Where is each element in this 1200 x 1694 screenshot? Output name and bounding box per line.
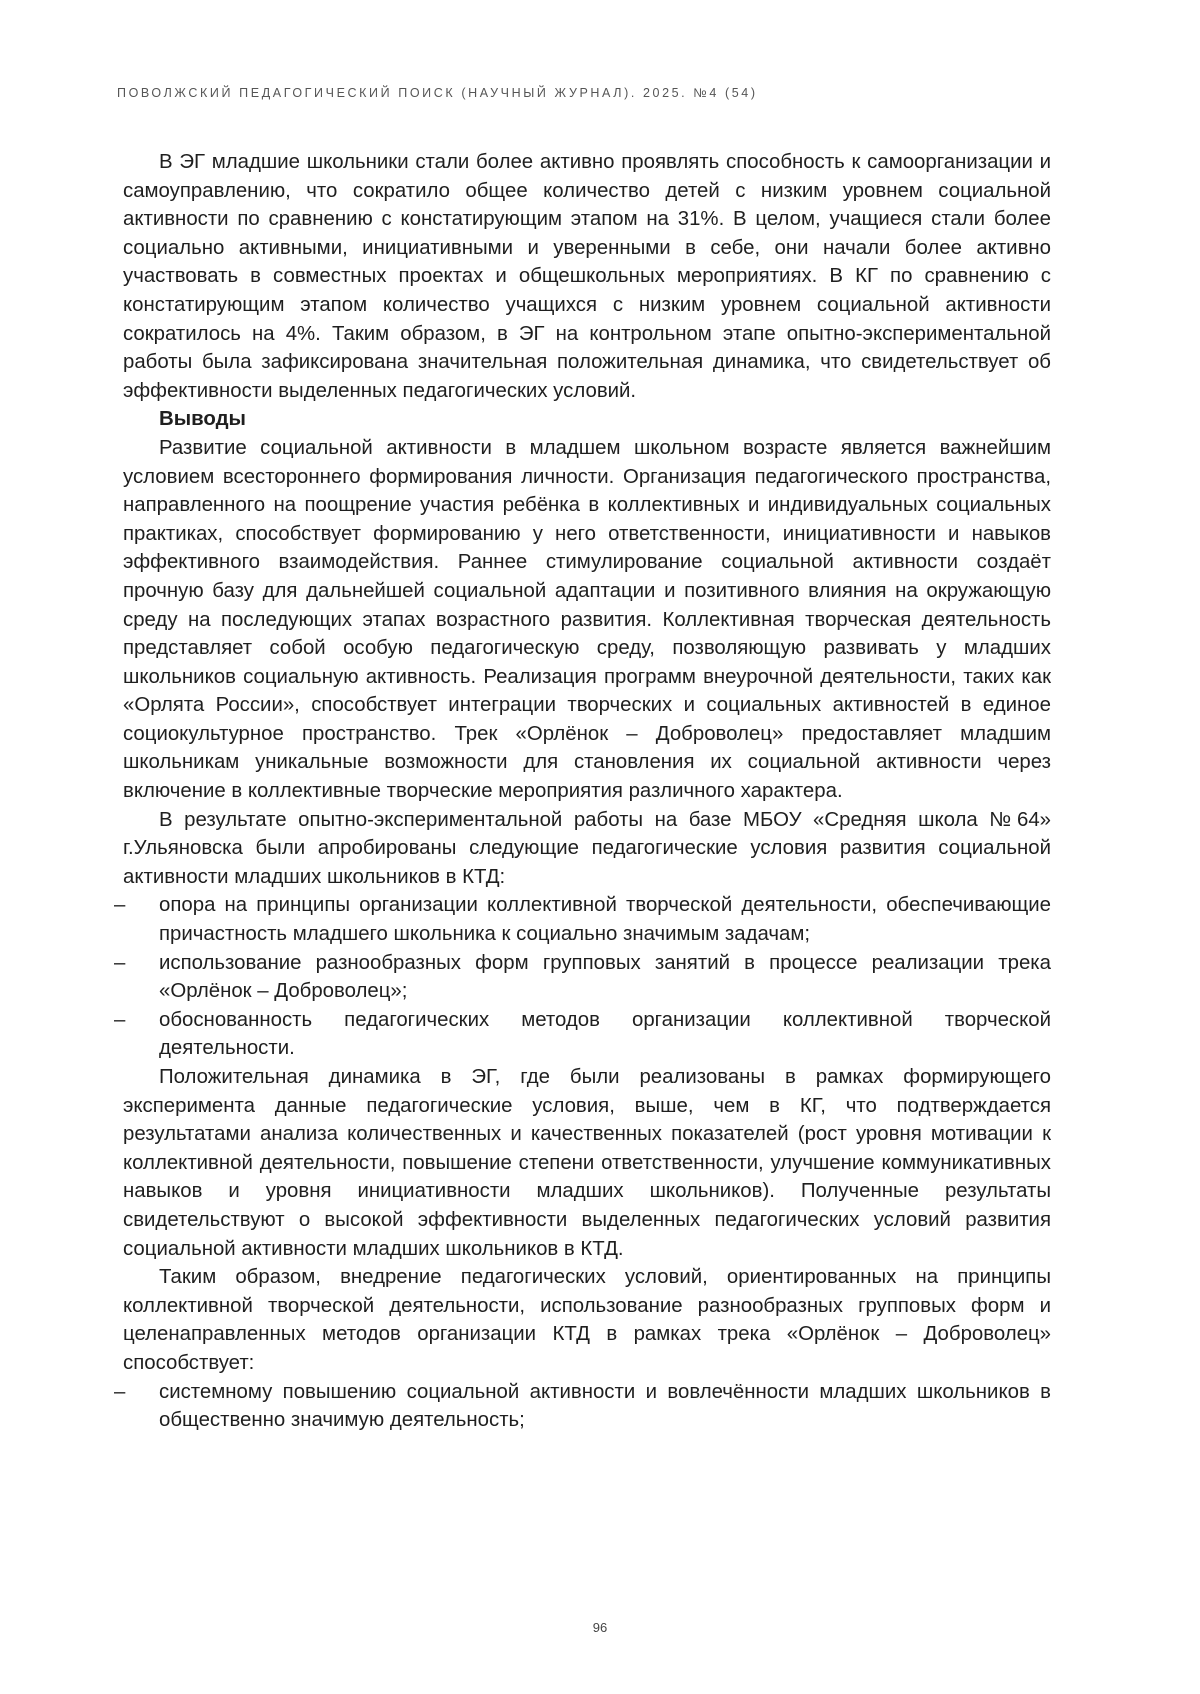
section-heading-conclusions: Выводы [159, 408, 246, 431]
list-item [114, 1006, 1051, 1063]
paragraph-results: В ЭГ младшие школьники стали более активно проявлять способность к самоорганизации и самоуправлению, что сократило общее количество детей с низким уровнем социальной активности по сравнению с констатирующим этапом на 31%. В целом, учащиеся стали более социально активными, инициативными и уверенными в себе, они начали более активно участвовать в совместных проектах и общешкольных мероприятиях. В КГ по сравнению с констатирующим этапом количество учащихся с низким уровнем социальной активности сократилось на 4%. Таким образом, в ЭГ на контрольном этапе опытно-экспериментальной работы была зафиксирована значительная положительная динамика, что свидетельствует об эффективности выделенных педагогических условий. [123, 151, 1051, 402]
paragraph-summary: Таким образом, внедрение педагогических условий, ориентированных на принципы коллективной творческой деятельности, использование разнообразных групповых форм и целенаправленных методов организации КТД в рамках трека «Орлёнок – Доброволец» способствует: [123, 1266, 1051, 1374]
article-body [114, 148, 1051, 1435]
paragraph-conclusions: Развитие социальной активности в младшем школьном возрасте является важнейшим условием всестороннего формирования личности. Организация педагогического пространства, направленного на поощрение участия ребёнка в коллективных и индивидуальных социальных практиках, способствует формированию у него ответственности, инициативности и навыков эффективного взаимодействия. Раннее стимулирование социальной активности создаёт прочную базу для дальнейшей социальной адаптации и позитивного влияния на окружающую среду на последующих этапах возрастного развития. Коллективная творческая деятельность представляет собой особую педагогическую среду, позволяющую развивать у младших школьников социальную активность. Реализация программ внеурочной деятельности, таких как «Орлята России», способствует интеграции творческих и социальных активностей в единое социокультурное пространство. Трек «Орлёнок – Доброволец» предоставляет младшим школьникам уникальные возможности для становления их социальной активности через включение в коллективные творческие мероприятия различного характера. [123, 436, 1051, 803]
outcomes-list [114, 1378, 1051, 1435]
list-dash: – [114, 951, 126, 974]
list-item-text: использование разнообразных форм групповых занятий в процессе реализации трека «Орлёнок – Доброволец»; [159, 951, 1051, 1003]
page-number: 96 [592, 1620, 608, 1635]
list-item-text: опора на принципы организации коллективной творческой деятельности, обеспечивающие причастность младшего школьника к социально значимым задачам; [159, 894, 1051, 946]
running-head: ПОВОЛЖСКИЙ ПЕДАГОГИЧЕСКИЙ ПОИСК (НАУЧНЫЙ ЖУРНАЛ). 2025. №4 (54) [117, 86, 758, 100]
list-dash: – [114, 1380, 126, 1403]
list-item-text: обоснованность педагогических методов организации коллективной творческой деятельности. [159, 1008, 1051, 1060]
list-dash: – [114, 1008, 126, 1031]
list-item [114, 949, 1051, 1006]
paragraph-dynamics: Положительная динамика в ЭГ, где были реализованы в рамках формирующего эксперимента данные педагогические условия, выше, чем в КГ, что подтверждается результатами анализа количественных и качественных показателей (рост уровня мотивации к коллективной деятельности, повышение степени ответственности, улучшение коммуникативных навыков и уровня инициативности младших школьников). Полученные результаты свидетельствуют о высокой эффективности выделенных педагогических условий развития социальной активности младших школьников в КТД. [123, 1066, 1051, 1260]
list-item [114, 891, 1051, 948]
conditions-list [114, 891, 1051, 1063]
list-item-text: системному повышению социальной активности и вовлечённости младших школьников в общественно значимую деятельность; [159, 1380, 1051, 1432]
list-item [114, 1378, 1051, 1435]
paragraph-conditions-intro: В результате опытно-экспериментальной работы на базе МБОУ «Средняя школа №64» г.Ульяновска были апробированы следующие педагогические условия развития социальной активности младших школьников в КТД: [123, 808, 1051, 888]
list-dash: – [114, 894, 126, 917]
